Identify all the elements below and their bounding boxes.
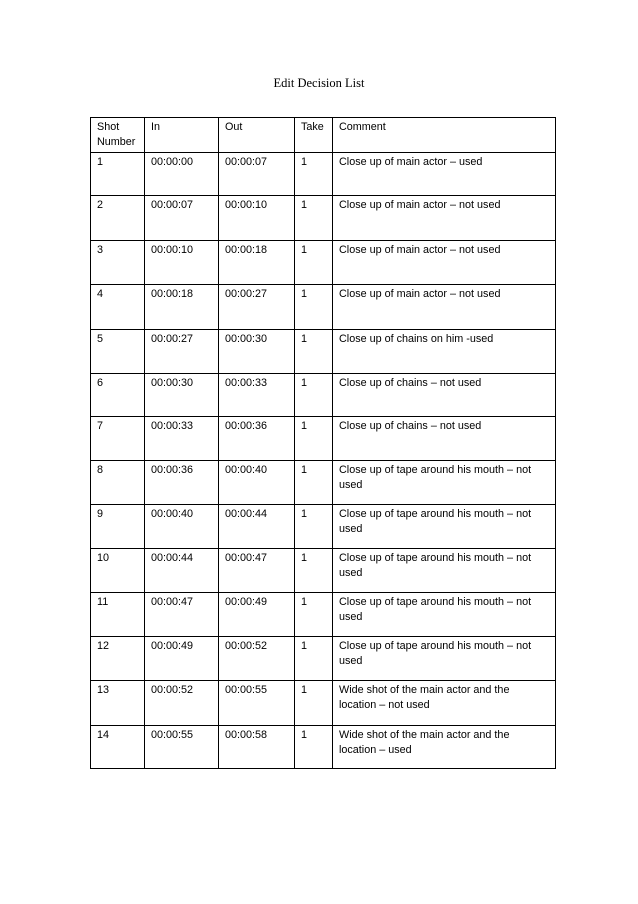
cell-out: 00:00:30 bbox=[219, 330, 295, 374]
cell-take: 1 bbox=[295, 285, 333, 330]
table-row bbox=[91, 285, 556, 330]
cell-shot: 12 bbox=[91, 637, 145, 681]
cell-in: 00:00:44 bbox=[145, 549, 219, 593]
table-row bbox=[91, 505, 556, 549]
header-out: Out bbox=[219, 118, 295, 153]
table-row bbox=[91, 374, 556, 417]
table-row bbox=[91, 241, 556, 285]
cell-comment: Close up of chains – not used bbox=[333, 374, 556, 417]
cell-take: 1 bbox=[295, 681, 333, 726]
cell-shot: 14 bbox=[91, 726, 145, 769]
cell-take: 1 bbox=[295, 461, 333, 505]
table-row bbox=[91, 153, 556, 196]
cell-take: 1 bbox=[295, 374, 333, 417]
cell-out: 00:00:40 bbox=[219, 461, 295, 505]
edit-decision-table bbox=[90, 117, 556, 769]
page-title: Edit Decision List bbox=[273, 76, 365, 90]
cell-take: 1 bbox=[295, 505, 333, 549]
header-shot-line1: Shot bbox=[97, 121, 120, 133]
cell-shot: 3 bbox=[91, 241, 145, 285]
table-row bbox=[91, 417, 556, 461]
cell-comment: Close up of tape around his mouth – not used bbox=[333, 505, 556, 549]
header-take: Take bbox=[295, 118, 333, 153]
cell-in: 00:00:52 bbox=[145, 681, 219, 726]
cell-comment: Close up of tape around his mouth – not used bbox=[333, 593, 556, 637]
table-header-row bbox=[91, 118, 556, 153]
cell-shot: 6 bbox=[91, 374, 145, 417]
cell-in: 00:00:27 bbox=[145, 330, 219, 374]
cell-in: 00:00:36 bbox=[145, 461, 219, 505]
cell-shot: 11 bbox=[91, 593, 145, 637]
cell-take: 1 bbox=[295, 330, 333, 374]
cell-in: 00:00:49 bbox=[145, 637, 219, 681]
cell-take: 1 bbox=[295, 637, 333, 681]
cell-take: 1 bbox=[295, 726, 333, 769]
cell-comment: Wide shot of the main actor and the location – used bbox=[333, 726, 556, 769]
cell-shot: 1 bbox=[91, 153, 145, 196]
cell-comment: Close up of main actor – not used bbox=[333, 285, 556, 330]
cell-out: 00:00:10 bbox=[219, 196, 295, 241]
cell-shot: 5 bbox=[91, 330, 145, 374]
cell-out: 00:00:49 bbox=[219, 593, 295, 637]
cell-out: 00:00:27 bbox=[219, 285, 295, 330]
header-shot-line2: Number bbox=[97, 136, 136, 148]
cell-in: 00:00:00 bbox=[145, 153, 219, 196]
cell-take: 1 bbox=[295, 549, 333, 593]
cell-comment: Close up of tape around his mouth – not used bbox=[333, 637, 556, 681]
table-row bbox=[91, 549, 556, 593]
header-shot-number bbox=[91, 118, 145, 153]
cell-out: 00:00:33 bbox=[219, 374, 295, 417]
cell-comment: Close up of main actor – not used bbox=[333, 241, 556, 285]
cell-shot: 7 bbox=[91, 417, 145, 461]
cell-take: 1 bbox=[295, 153, 333, 196]
cell-take: 1 bbox=[295, 241, 333, 285]
cell-out: 00:00:36 bbox=[219, 417, 295, 461]
table-row bbox=[91, 726, 556, 769]
cell-take: 1 bbox=[295, 417, 333, 461]
cell-out: 00:00:52 bbox=[219, 637, 295, 681]
table-row bbox=[91, 681, 556, 726]
cell-in: 00:00:30 bbox=[145, 374, 219, 417]
cell-comment: Close up of main actor – used bbox=[333, 153, 556, 196]
cell-in: 00:00:47 bbox=[145, 593, 219, 637]
cell-comment: Close up of main actor – not used bbox=[333, 196, 556, 241]
cell-comment: Close up of chains – not used bbox=[333, 417, 556, 461]
cell-in: 00:00:55 bbox=[145, 726, 219, 769]
cell-in: 00:00:07 bbox=[145, 196, 219, 241]
table-row bbox=[91, 593, 556, 637]
cell-take: 1 bbox=[295, 593, 333, 637]
cell-take: 1 bbox=[295, 196, 333, 241]
table-row bbox=[91, 196, 556, 241]
cell-in: 00:00:10 bbox=[145, 241, 219, 285]
cell-out: 00:00:44 bbox=[219, 505, 295, 549]
cell-out: 00:00:58 bbox=[219, 726, 295, 769]
header-in: In bbox=[145, 118, 219, 153]
table-row bbox=[91, 637, 556, 681]
header-comment: Comment bbox=[333, 118, 556, 153]
cell-in: 00:00:18 bbox=[145, 285, 219, 330]
cell-out: 00:00:47 bbox=[219, 549, 295, 593]
cell-comment: Wide shot of the main actor and the location – not used bbox=[333, 681, 556, 726]
cell-comment: Close up of tape around his mouth – not used bbox=[333, 549, 556, 593]
cell-shot: 9 bbox=[91, 505, 145, 549]
table-row bbox=[91, 330, 556, 374]
cell-shot: 8 bbox=[91, 461, 145, 505]
cell-shot: 13 bbox=[91, 681, 145, 726]
cell-in: 00:00:33 bbox=[145, 417, 219, 461]
cell-shot: 4 bbox=[91, 285, 145, 330]
cell-comment: Close up of chains on him -used bbox=[333, 330, 556, 374]
table-row bbox=[91, 461, 556, 505]
cell-in: 00:00:40 bbox=[145, 505, 219, 549]
cell-shot: 10 bbox=[91, 549, 145, 593]
cell-comment: Close up of tape around his mouth – not used bbox=[333, 461, 556, 505]
cell-out: 00:00:18 bbox=[219, 241, 295, 285]
cell-out: 00:00:07 bbox=[219, 153, 295, 196]
cell-shot: 2 bbox=[91, 196, 145, 241]
cell-out: 00:00:55 bbox=[219, 681, 295, 726]
